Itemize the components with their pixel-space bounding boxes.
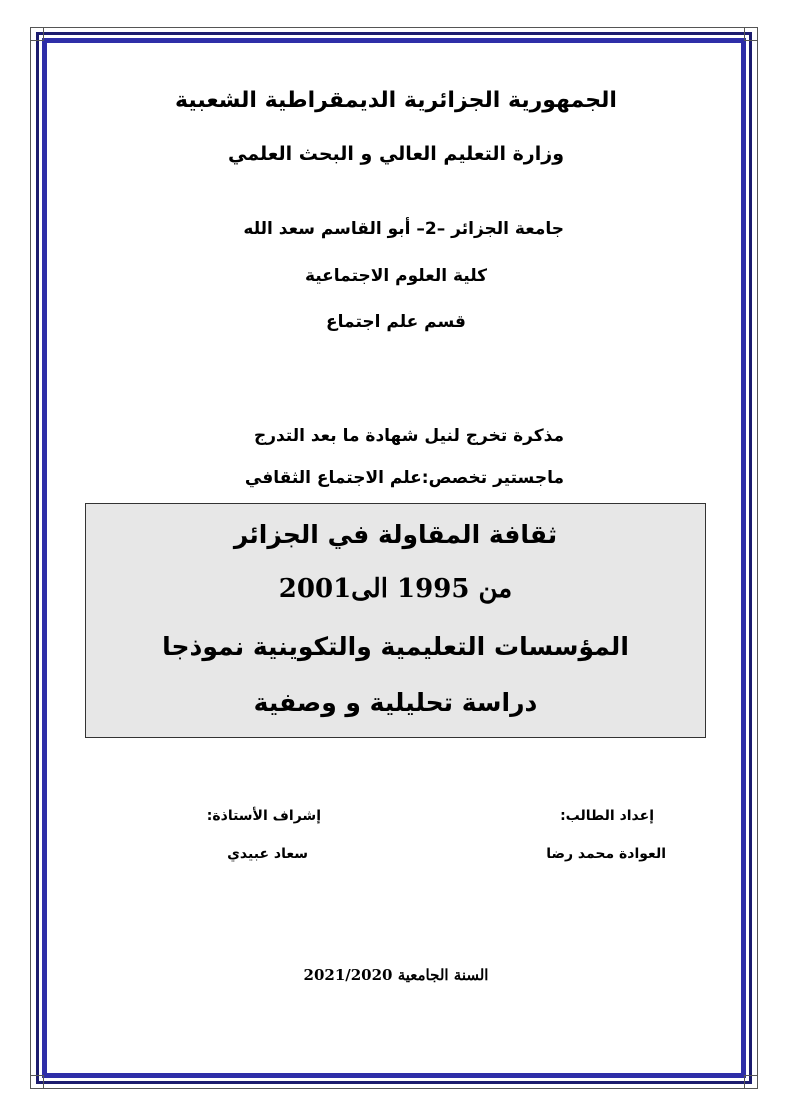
- title-line-4: دراسة تحليلية و وصفية: [253, 688, 538, 717]
- frame-corner-bottom-right: [744, 1075, 758, 1089]
- title-line-1: ثقافة المقاولة في الجزائر: [233, 520, 558, 549]
- republic-heading: الجمهورية الجزائرية الديمقراطية الشعبية: [175, 88, 617, 113]
- faculty-name: كلية العلوم الاجتماعية: [304, 266, 488, 286]
- frame-corner-top-right: [744, 27, 758, 41]
- title-box: [85, 503, 706, 738]
- student-name: العوادة محمد رضا: [546, 846, 666, 862]
- ministry-heading: وزارة التعليم العالي و البحث العلمي: [228, 143, 564, 165]
- title-line-3: المؤسسات التعليمية والتكوينية نموذجا: [162, 632, 629, 661]
- department-name: قسم علم اجتماع: [326, 312, 466, 332]
- frame-corner-top-left: [30, 27, 44, 41]
- thesis-specialty: ماجستير تخصص:علم الاجتماع الثقافي: [244, 468, 564, 488]
- academic-year: السنة الجامعية 2021/2020: [303, 966, 489, 984]
- frame-corner-bottom-left: [30, 1075, 44, 1089]
- thesis-type: مذكرة تخرج لنيل شهادة ما بعد التدرج: [253, 426, 564, 446]
- student-label: إعداد الطالب:: [560, 808, 654, 824]
- supervisor-name: سعاد عبيدي: [227, 846, 308, 862]
- title-line-2: من 1995 الى2001: [278, 574, 513, 604]
- university-name: جامعة الجزائر –2– أبو القاسم سعد الله: [243, 219, 564, 239]
- supervisor-label: إشراف الأستاذة:: [206, 808, 321, 824]
